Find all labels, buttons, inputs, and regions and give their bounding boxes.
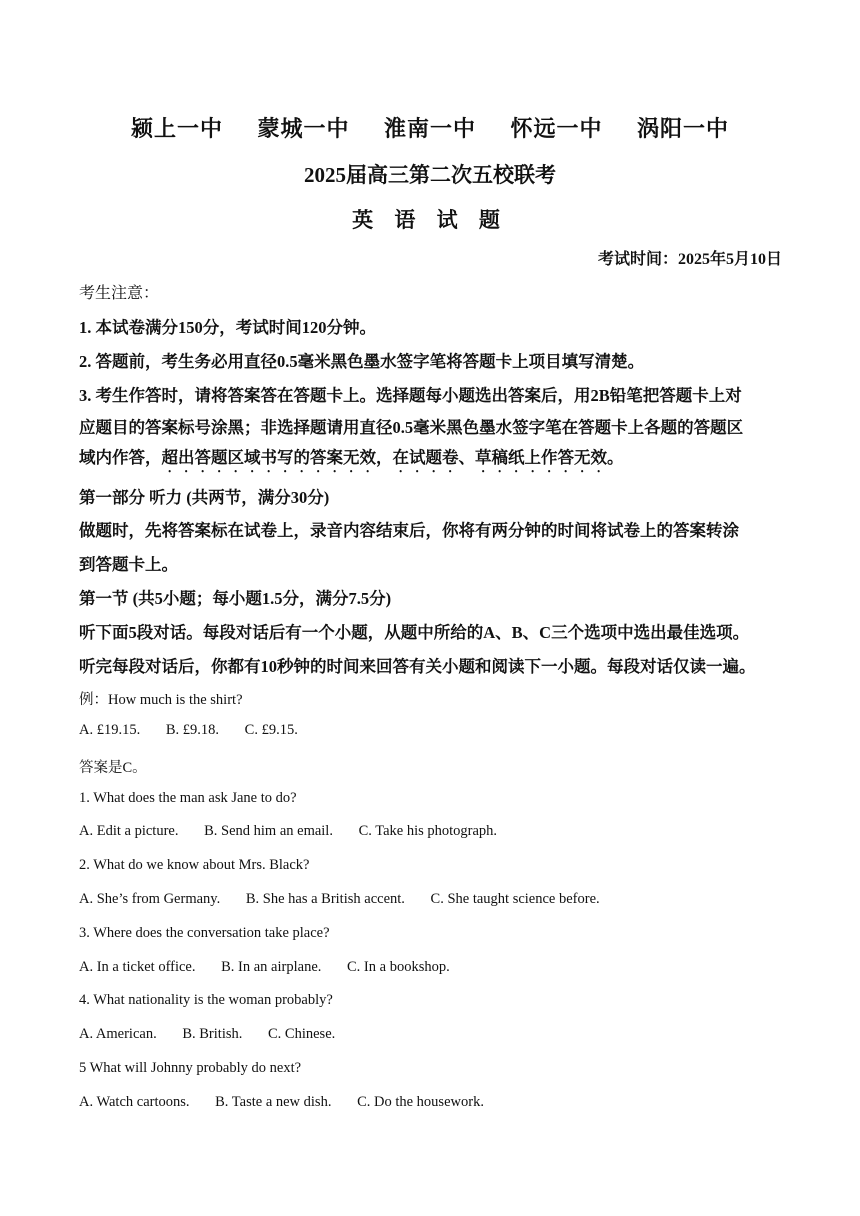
option: B. She has a British accent. bbox=[245, 891, 405, 907]
option: B. In an airplane. bbox=[221, 959, 322, 975]
option: A. She’s from Germany. bbox=[79, 891, 221, 907]
school-name: 蒙城一中 bbox=[257, 116, 350, 141]
question-options bbox=[79, 1094, 506, 1111]
option: C. £9.15. bbox=[244, 722, 298, 738]
question-stem: 4. What nationality is the woman probably? bbox=[79, 992, 333, 1008]
notice-item-2: 2. 答题前，考生务必用直径0.5毫米黑色墨水签字笔将答题卡上项目填写清楚。 bbox=[79, 352, 645, 371]
subject-title: 英 语 试 题 bbox=[352, 208, 508, 232]
exam-time: 考试时间：2025年5月10日 bbox=[597, 251, 782, 268]
example-options bbox=[79, 722, 320, 739]
option: C. Do the housework. bbox=[357, 1094, 484, 1110]
notice-text: ， bbox=[376, 448, 393, 467]
option: A. Edit a picture. bbox=[79, 823, 179, 839]
section1-instruction-line-1: 听下面5段对话。每段对话后有一个小题，从题中所给的A、B、C三个选项中选出最佳选项。 bbox=[79, 623, 750, 642]
question-stem: 1. What does the man ask Jane to do? bbox=[79, 790, 297, 806]
notice-item-3-line-3 bbox=[79, 444, 624, 476]
school-name: 涡阳一中 bbox=[637, 116, 730, 141]
exam-name: 2025届高三第二次五校联考 bbox=[304, 163, 556, 187]
option: B. British. bbox=[182, 1026, 243, 1042]
school-name: 怀远一中 bbox=[510, 116, 603, 141]
option: C. Chinese. bbox=[268, 1026, 336, 1042]
question-options bbox=[79, 823, 519, 840]
school-name: 淮南一中 bbox=[383, 116, 476, 141]
emphasis-text: 超出答题区域书写的答案无效 bbox=[161, 448, 376, 467]
section1-heading: 第一节 (共5小题；每小题1.5分，满分7.5分) bbox=[79, 589, 392, 608]
notice-item-1: 1. 本试卷满分150分，考试时间120分钟。 bbox=[79, 318, 376, 337]
part1-heading: 第一部分 听力 (共两节，满分30分) bbox=[79, 488, 330, 507]
notice-item-3-line-2: 应题目的答案标号涂黑；非选择题请用直径0.5毫米黑色墨水签字笔在答题卡上各题的答题区 bbox=[79, 418, 744, 437]
notice-text: 域内作答， bbox=[79, 448, 162, 467]
question-stem: 5 What will Johnny probably do next? bbox=[79, 1060, 302, 1076]
question-stem: 2. What do we know about Mrs. Black? bbox=[79, 857, 310, 873]
option: A. £19.15. bbox=[79, 722, 141, 738]
question-stem: 3. Where does the conversation take place? bbox=[79, 925, 330, 941]
example-question: 例：How much is the shirt? bbox=[79, 692, 243, 708]
example-answer: 答案是C。 bbox=[79, 760, 147, 776]
option: A. Watch cartoons. bbox=[79, 1094, 190, 1110]
school-list bbox=[0, 112, 860, 143]
question-options bbox=[79, 1026, 357, 1043]
emphasis-text: 在试题卷、草稿纸上作答无效 bbox=[392, 448, 607, 467]
notice-heading: 考生注意： bbox=[79, 285, 160, 302]
option: C. In a bookshop. bbox=[347, 959, 450, 975]
option: A. American. bbox=[79, 1026, 157, 1042]
notice-item-3-line-1: 3. 考生作答时，请将答案答在答题卡上。选择题每小题选出答案后，用2B铅笔把答题卡上对 bbox=[79, 386, 742, 405]
question-options bbox=[79, 891, 622, 908]
option: B. Send him an email. bbox=[204, 823, 333, 839]
school-name: 颍上一中 bbox=[130, 116, 223, 141]
section1-instruction-line-2: 听完每段对话后，你都有10秒钟的时间来回答有关小题和阅读下一小题。每段对话仅读一遍。 bbox=[79, 657, 756, 676]
part1-instruction-line-1: 做题时，先将答案标在试卷上，录音内容结束后，你将有两分钟的时间将试卷上的答案转涂 bbox=[79, 521, 739, 540]
option: A. In a ticket office. bbox=[79, 959, 196, 975]
notice-text: 。 bbox=[607, 448, 624, 467]
part1-instruction-line-2: 到答题卡上。 bbox=[79, 555, 178, 574]
question-options bbox=[79, 959, 472, 976]
option: C. Take his photograph. bbox=[358, 823, 498, 839]
option: B. Taste a new dish. bbox=[215, 1094, 332, 1110]
option: C. She taught science before. bbox=[430, 891, 600, 907]
option: B. £9.18. bbox=[165, 722, 220, 738]
